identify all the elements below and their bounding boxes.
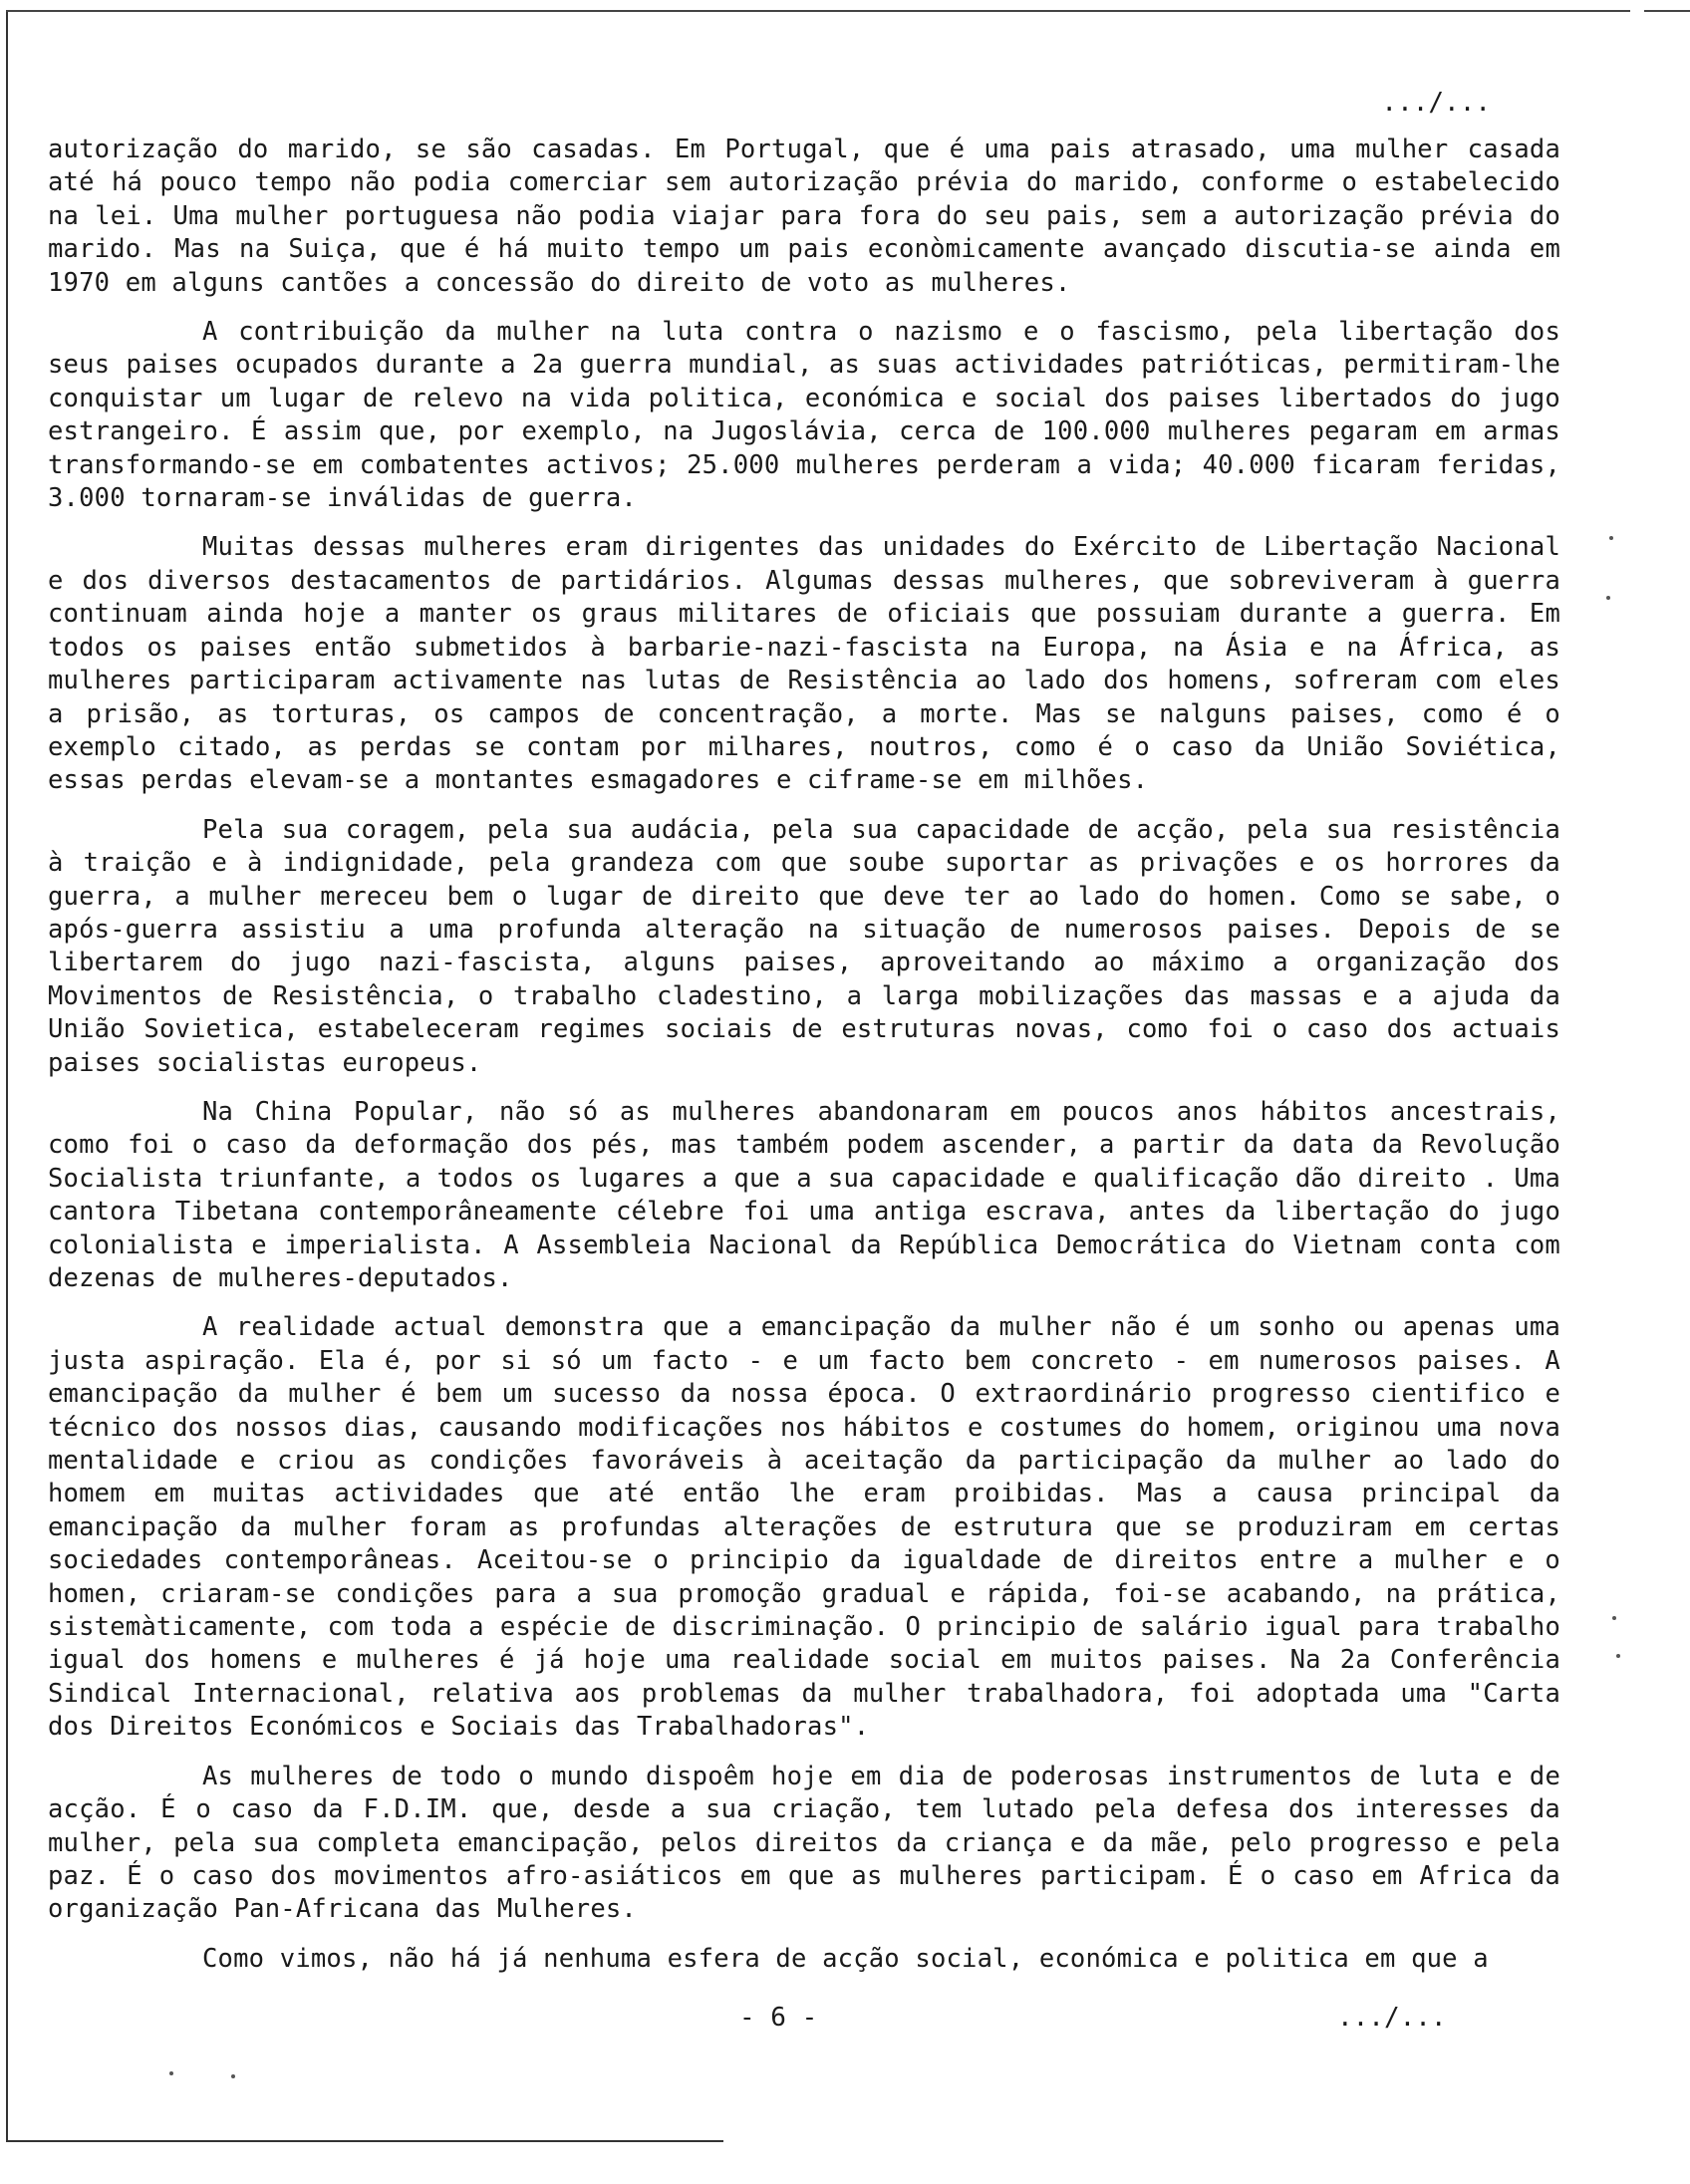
page-top-right-mark [1644, 10, 1690, 12]
paragraph-6: A realidade actual demonstra que a emancipação da mulher não é um sonho ou apenas uma justa aspiração. Ela é, por si só um facto - e um facto bem concreto - em numerosos paises. A emancipação da mulher é bem um sucesso da nossa época. O extraordinário progresso cientifico e técnico dos nossos dias, causando modificações nos hábitos e costumes do homem, originou uma nova mentalidade e criou as condições favoráveis à aceitação da participação da mulher ao lado do homem em muitas actividades que até então lhe eram proibidas. Mas a causa principal da emancipação da mulher foram as profundas alterações de estrutura que se produziram em certas sociedades contemporâneas. Aceitou-se o principio da igualdade de direitos entre a mulher e o homen, criaram-se condições para a sua promoção gradual e rápida, foi-se acabando, na prática, sistemàticamente, com toda a espécie de discriminação. O principio de salário igual para trabalho igual dos homens e mulheres é já hoje uma realidade social em muitos paises. Na 2a Conferência Sindical Internacional, relativa aos problemas da mulher trabalhadora, foi adoptada uma "Carta dos Direitos Económicos e Sociais das Trabalhadoras". [48, 1312, 1560, 1743]
paragraph-7: As mulheres de todo o mundo dispoêm hoje em dia de poderosas instrumentos de luta e de acção. É o caso da F.D.IM. que, desde a sua criação, tem lutado pela defesa dos interesses da mulher, pela sua completa emancipação, pelos direitos da criança e da mãe, pelo progresso e pela paz. É o caso dos movimentos afro-asiáticos em que as mulheres participam. É o caso em Africa da organização Pan-Africana das Mulheres. [48, 1761, 1560, 1925]
continuation-mark-bottom: .../... [1337, 2003, 1447, 2033]
paragraph-8: Como vimos, não há já nenhuma esfera de acção social, económica e politica em que a [202, 1943, 1489, 1974]
scan-speck [231, 2074, 235, 2078]
paragraph-1: autorização do marido, se são casadas. Em Portugal, que é uma pais atrasado, uma mulher casada até há pouco tempo não podia comerciar sem autorização prévia do marido, conforme o estabelecido na lei. Uma mulher portuguesa não podia viajar para fora do seu pais, sem a autorização prévia do marido. Mas na Suiça, que é há muito tempo um pais econòmicamente avançado discutia-se ainda em 1970 em alguns cantões a concessão do direito de voto as mulheres. [48, 135, 1560, 298]
body-text [48, 134, 1560, 1976]
paragraph-2: A contribuição da mulher na luta contra o nazismo e o fascismo, pela libertação dos seus paises ocupados durante a 2a guerra mundial, as suas actividades patrióticas, permitiram-lhe conquistar um lugar de relevo na vida politica, económica e social dos paises libertados do jugo estrangeiro. É assim que, por exemplo, na Jugoslávia, cerca de 100.000 mulheres pegaram em armas transformando-se em combatentes activos; 25.000 mulheres perderam a vida; 40.000 ficaram feridas, 3.000 tornaram-se inválidas de guerra. [48, 317, 1560, 514]
scan-speck [1609, 536, 1613, 540]
page-top-border [6, 10, 1630, 12]
scan-speck [169, 2071, 173, 2075]
page-footer [0, 2003, 1690, 2043]
page-bottom-border [6, 2140, 723, 2142]
paragraph-3: Muitas dessas mulheres eram dirigentes das unidades do Exército de Libertação Nacional e dos diversos destacamentos de partidários. Algumas dessas mulheres, que sobreviveram à guerra continuam ainda hoje a manter os graus militares de oficiais que possuiam durante a guerra. Em todos os paises então submetidos à barbarie-nazi-fascista na Europa, na Ásia e na África, as mulheres participaram activamente nas lutas de Resistência ao lado dos homens, sofreram com eles a prisão, as torturas, os campos de concentração, a morte. Mas se nalguns paises, como é o exemplo citado, as perdas se contam por milhares, noutros, como é o caso da União Soviética, essas perdas elevam-se a montantes esmagadores e ciframe-se em milhões. [48, 532, 1560, 796]
scan-speck [1616, 1654, 1620, 1658]
continuation-mark-top: .../... [1381, 88, 1491, 118]
paragraph-5: Na China Popular, não só as mulheres abandonaram em poucos anos hábitos ancestrais, como foi o caso da deformação dos pés, mas também podem ascender, a partir da data da Revolução Socialista triunfante, a todos os lugares a que a sua capacidade e qualificação dão direito . Uma cantora Tibetana contemporâneamente célebre foi uma antiga escrava, antes da libertação do jugo colonialista e imperialista. A Assembleia Nacional da República Democrática do Vietnam conta com dezenas de mulheres-deputados. [48, 1096, 1560, 1293]
page-number: - 6 - [739, 2003, 818, 2033]
scan-speck [1612, 1616, 1616, 1620]
page-left-border [6, 10, 8, 2142]
paragraph-4: Pela sua coragem, pela sua audácia, pela sua capacidade de acção, pela sua resistência à traição e à indignidade, pela grandeza com que soube suportar as privações e os horrores da guerra, a mulher mereceu bem o lugar de direito que deve ter ao lado do homen. Como se sabe, o após-guerra assistiu a uma profunda alteração na situação de numerosos paises. Depois de se libertarem do jugo nazi-fascista, alguns paises, aproveitando ao máximo a organização dos Movimentos de Resistência, o trabalho cladestino, a larga mobilizações das massas e a ajuda da União Sovietica, estabeleceram regimes sociais de estruturas novas, como foi o caso dos actuais paises socialistas europeus. [48, 814, 1560, 1078]
scan-speck [1606, 596, 1610, 600]
